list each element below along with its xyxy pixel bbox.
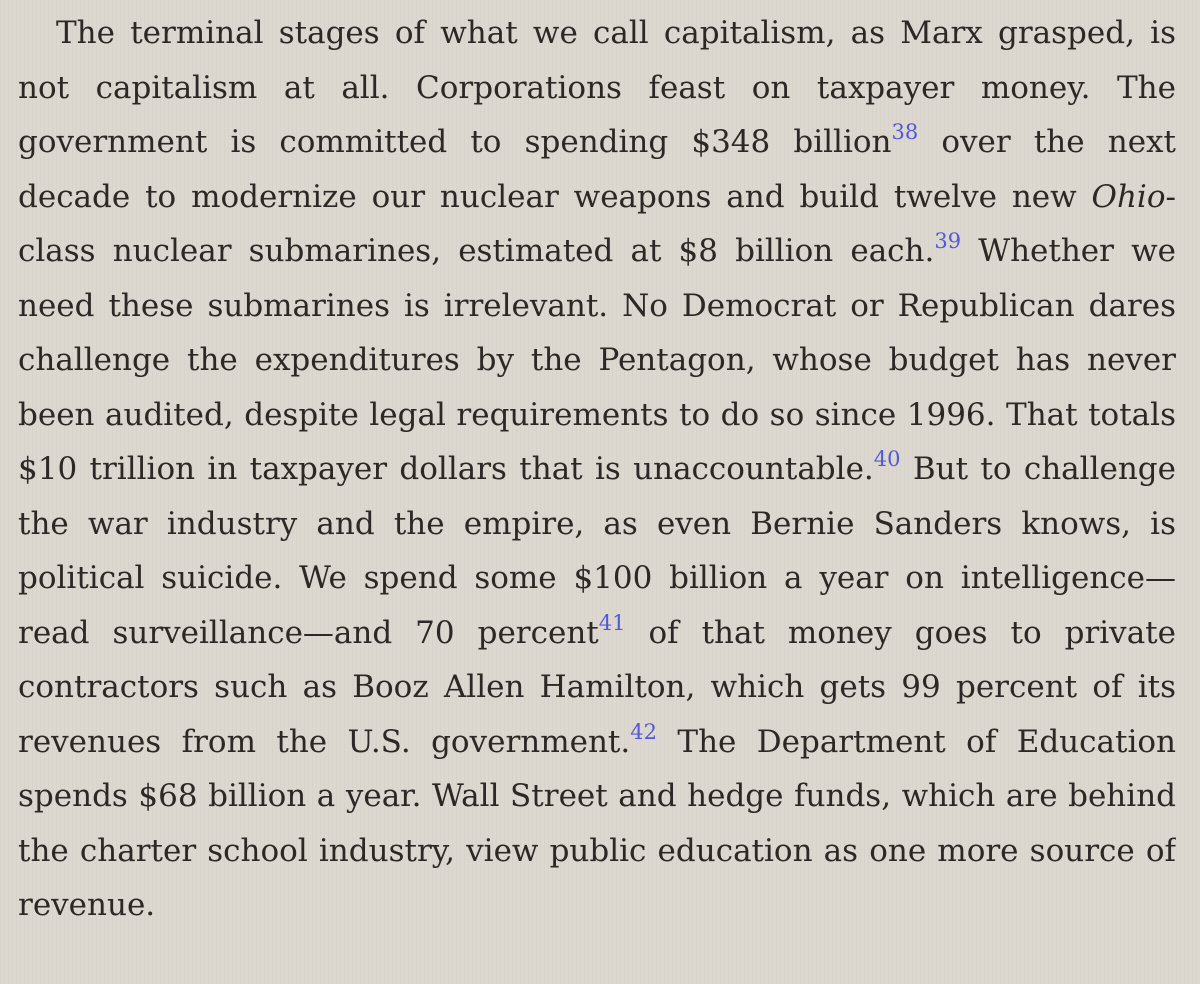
text-run: -class nuclear submarines, estimated at $8 billion each. [18, 178, 1176, 269]
footnote-ref-42[interactable]: 42 [630, 719, 657, 744]
footnote-ref-40[interactable]: 40 [873, 447, 901, 471]
text-run: The Department of Education spends $68 billion a year. Wall Street and hedge funds, which are behind the charter school industry, view public education as one more source of revenue. [18, 723, 1176, 923]
page [18, 6, 1176, 982]
footnote-ref-39[interactable]: 39 [934, 229, 962, 253]
body-paragraph [18, 6, 1176, 933]
text-run: over the next decade to modernize our nuclear weapons and build twelve new [18, 124, 1176, 215]
footnote-ref-41[interactable]: 41 [598, 610, 626, 635]
text-run: Whether we need these submarines is irrelevant. No Democrat or Republican dares challenge the expenditures by the Pentagon, whose budget has never been audited, despite legal requirements to do so since 1996. That totals $10 trillion in taxpayer dollars that is unaccountable. [18, 233, 1176, 487]
footnote-ref-38[interactable]: 38 [891, 120, 919, 144]
text-run: But to challenge the war industry and the empire, as even Bernie Sanders knows, is political suicide. We spend some $100 billion a year on intelligence—read surveillance—and 70 percent [18, 451, 1176, 651]
text-run: of that money goes to private contractors such as Booz Allen Hamilton, which gets 99 percent of its revenues from the U.S. government. [18, 614, 1176, 760]
italic-text: Ohio [1091, 178, 1166, 215]
text-run: The terminal stages of what we call capitalism, as Marx grasped, is not capitalism at all. Corporations feast on taxpayer money. The government is committed to spending $348 billion [18, 15, 1176, 160]
